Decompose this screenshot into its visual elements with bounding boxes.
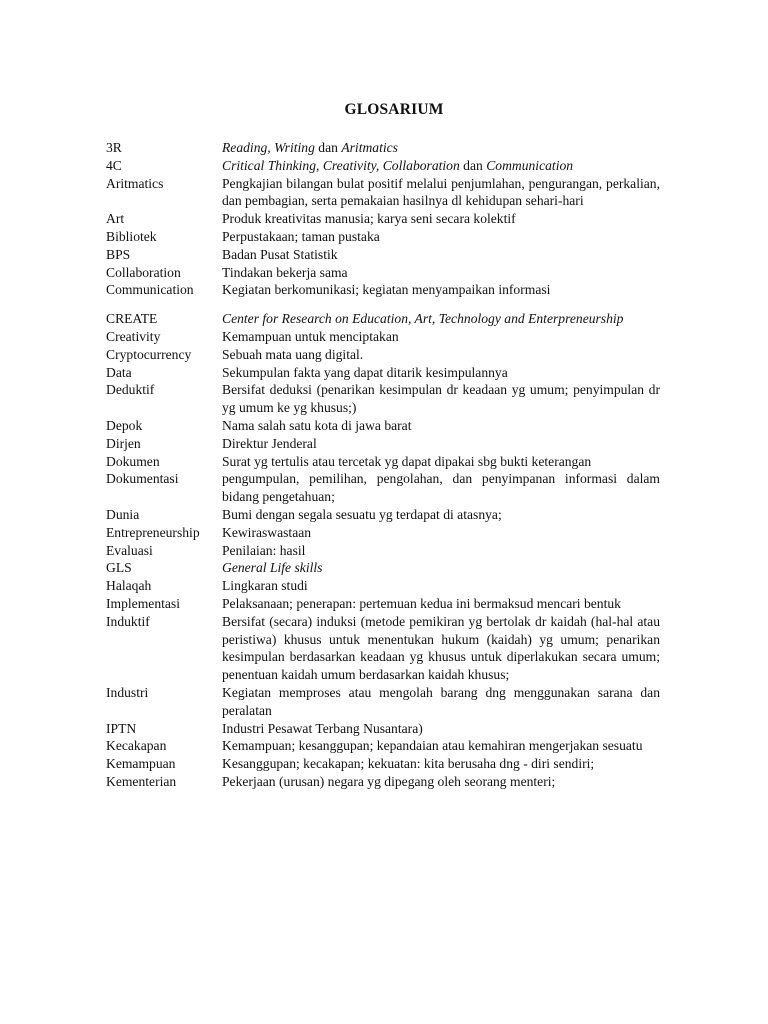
glossary-definition [222,381,660,417]
glossary-term: Bibliotek [106,228,157,244]
glossary-term: Kemampuan [106,756,176,772]
glossary-term: Entrepreneurship [106,524,200,540]
glossary-entry [106,577,660,595]
glossary-entry [106,613,660,684]
definition-text: Produk kreativitas manusia; karya seni secara kolektif [222,211,516,227]
definition-text: Bersifat deduksi (penarikan kesimpulan dr keadaan yg umum; penyimpulan dr yg umum ke yg khusus;) [222,382,660,416]
glossary-term: Collaboration [106,264,181,280]
definition-text: Surat yg tertulis atau tercetak yg dapat dipakai sbg bukti keterangan [222,453,592,469]
definition-text: Industri Pesawat Terbang Nusantara) [222,720,423,736]
definition-text: Kesanggupan; kecakapan; kekuatan: kita berusaha dng - diri sendiri; [222,756,595,772]
glossary-definition [222,264,660,282]
glossary-definition [222,720,660,738]
glossary-term: Communication [106,282,194,298]
glossary-entry [106,210,660,228]
glossary-term: 4C [106,157,122,173]
glossary-entry [106,470,660,506]
glossary-entry [106,435,660,453]
glossary-entry [106,524,660,542]
glossary-term: BPS [106,246,131,262]
definition-text: Kemampuan; kesanggupan; kepandaian atau kemahiran mengerjakan sesuatu [222,738,643,754]
glossary-term: Dirjen [106,435,141,451]
glossary-term: Kecakapan [106,738,167,754]
definition-text: Pelaksanaan; penerapan: pertemuan kedua ini bermaksud mencari bentuk [222,595,621,611]
glossary-definition [222,755,660,773]
definition-text: Perpustakaan; taman pustaka [222,228,380,244]
glossary-definition [222,524,660,542]
glossary-term: Deduktif [106,382,155,398]
definition-italic-text: Center for Research on Education, Art, Technology and Enterpreneurship [222,311,624,327]
definition-italic-text: General Life skills [222,560,323,576]
glossary-entry [106,720,660,738]
glossary-term: Implementasi [106,595,180,611]
glossary-term: Dunia [106,506,140,522]
glossary-definition [222,542,660,560]
glossary-term: GLS [106,560,132,576]
page-title: GLOSARIUM [344,101,444,118]
glossary-definition [222,210,660,228]
glossary-entry [106,346,660,364]
definition-text: dan [314,140,342,155]
glossary-list [106,139,660,791]
definition-text: Bersifat (secara) induksi (metode pemikiran yg bertolak dr kaidah (hal-hal atau peristiwa) khusus untuk menentukan hukum (kaidah) yg umum; penarikan kesimpulan berdasarkan keadaan yg khusus untuk diperlakukan secara umum; penentuan kaidah umum berdasarkan kaidah khusus; [222,613,660,683]
glossary-entry [106,228,660,246]
glossary-term: Depok [106,417,143,433]
definition-text: Kegiatan memproses atau mengolah barang dng menggunakan sarana dan peralatan [222,684,660,718]
glossary-term: IPTN [106,720,137,736]
definition-text: Sebuah mata uang digital. [222,346,364,362]
glossary-entry [106,246,660,264]
glossary-term: Art [106,211,125,227]
glossary-entry [106,328,660,346]
glossary-entry [106,281,660,299]
glossary-definition [222,435,660,453]
glossary-definition [222,157,660,175]
glossary-entry [106,310,660,328]
glossary-definition [222,228,660,246]
definition-italic-text: Aritmatics [341,140,398,155]
glossary-entry [106,559,660,577]
glossary-definition [222,595,660,613]
glossary-entry [106,684,660,720]
glossary-definition [222,684,660,720]
glossary-entry [106,773,660,791]
glossary-entry [106,595,660,613]
glossary-entry [106,417,660,435]
glossary-definition [222,773,660,791]
definition-text: Lingkaran studi [222,578,308,594]
glossary-entry [106,542,660,560]
glossary-definition [222,613,660,684]
glossary-term: CREATE [106,311,158,327]
glossary-entry [106,175,660,211]
glossary-term: Kementerian [106,773,177,789]
glossary-definition [222,346,660,364]
definition-text: Kegiatan berkomunikasi; kegiatan menyampaikan informasi [222,282,551,298]
glossary-entry [106,157,660,175]
glossary-definition [222,506,660,524]
definition-text: Pengkajian bilangan bulat positif melalui penjumlahan, pengurangan, perkalian, dan pembagian, serta pemakaian hasilnya dl kehidupan sehari-hari [222,175,660,209]
definition-text: Penilaian: hasil [222,542,306,558]
definition-text: pengumpulan, pemilihan, pengolahan, dan penyimpanan informasi dalam bidang pengetahuan; [222,471,660,505]
glossary-entry [106,506,660,524]
definition-text: Pekerjaan (urusan) negara yg dipegang oleh seorang menteri; [222,773,556,789]
glossary-definition [222,559,660,577]
glossary-term: Creativity [106,328,161,344]
glossary-definition [222,281,660,299]
glossary-entry [106,755,660,773]
definition-text: Bumi dengan segala sesuatu yg terdapat di atasnya; [222,506,502,522]
definition-italic-text: Reading, Writing [222,140,315,155]
glossary-entry [106,737,660,755]
glossary-term: 3R [106,140,122,155]
glossary-term: Dokumentasi [106,471,179,487]
glossary-term: Induktif [106,613,150,629]
glossary-term: Data [106,364,132,380]
glossary-definition [222,453,660,471]
definition-text: dan [459,157,487,173]
glossary-definition [222,139,660,157]
definition-text: Nama salah satu kota di jawa barat [222,417,412,433]
glossary-entry [106,139,660,157]
glossary-term: Cryptocurrency [106,346,192,362]
glossary-definition [222,737,660,755]
definition-text: Kewiraswastaan [222,524,312,540]
glossary-entry [106,264,660,282]
glossary-definition [222,310,660,328]
definition-text: Kemampuan untuk menciptakan [222,328,399,344]
definition-italic-text: Critical Thinking, Creativity, Collaboration [222,157,460,173]
glossary-definition [222,470,660,506]
glossary-term: Industri [106,684,149,700]
glossary-entry [106,381,660,417]
definition-italic-text: Communication [486,157,574,173]
glossary-definition [222,364,660,382]
glossary-definition [222,328,660,346]
glossary-definition [222,175,660,211]
glossary-entry [106,453,660,471]
definition-text: Sekumpulan fakta yang dapat ditarik kesimpulannya [222,364,508,380]
glossary-term: Evaluasi [106,542,153,558]
glossary-term: Halaqah [106,578,152,594]
definition-text: Direktur Jenderal [222,435,317,451]
glossary-definition [222,417,660,435]
glossary-entry [106,364,660,382]
glossary-term: Aritmatics [106,175,164,191]
glossary-definition [222,577,660,595]
definition-text: Tindakan bekerja sama [222,264,348,280]
glossary-definition [222,246,660,264]
glossary-term: Dokumen [106,453,160,469]
definition-text: Badan Pusat Statistik [222,246,338,262]
